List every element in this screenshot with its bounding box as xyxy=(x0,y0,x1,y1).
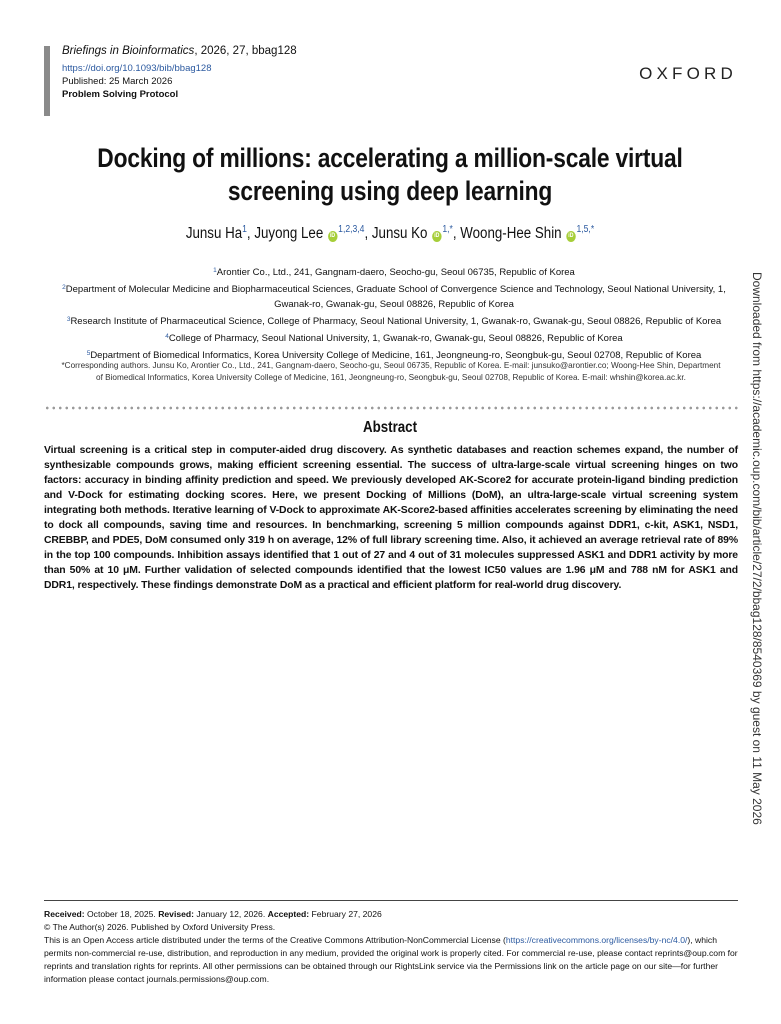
author-affiliation-marks: 1 xyxy=(242,224,247,235)
journal-name: Briefings in Bioinformatics xyxy=(62,45,195,57)
journal-citation xyxy=(62,44,382,59)
copyright: © The Author(s) 2026. Published by Oxford University Press. xyxy=(44,922,276,932)
published-date: Published: 25 March 2026 xyxy=(62,76,173,87)
license-link[interactable]: https://creativecommons.org/licenses/by-nc/4.0/ xyxy=(505,935,688,945)
footer-divider xyxy=(44,900,738,901)
article-category: Problem Solving Protocol xyxy=(62,89,179,100)
article-header xyxy=(62,44,382,102)
doi-link[interactable]: https://doi.org/10.1093/bib/bbag128 xyxy=(62,63,212,74)
affiliation-text: Department of Biomedical Informatics, Korea University College of Medicine, 161, Jeongneung-ro, Seongbuk-gu, Seoul 02708, Republic of Korea xyxy=(90,350,702,361)
orcid-icon[interactable]: iD xyxy=(328,231,337,242)
affiliation-number: 3 xyxy=(66,316,71,323)
affiliation-text: Research Institute of Pharmaceutical Science, College of Pharmacy, Seoul National University, 1, Gwanak-ro, Gwanak-gu, Seoul 08826, Republic of Korea xyxy=(70,316,722,327)
license-suffix: ), which permits non-commercial re-use, distribution, and reproduction in any medium, provided the original work is properly cited. For commercial re-use, please contact reprints@oup.com for reprints and translation rights for reprints. All other permissions can be obtained through our RightsLink service via the Permissions link on the article page on our site—for further information please contact journals.permissions@oup.com. xyxy=(44,935,738,984)
affiliation-number: 5 xyxy=(86,350,91,357)
received-date: October 18, 2025. xyxy=(87,909,156,919)
received-label: Received: xyxy=(44,909,85,919)
orcid-icon[interactable]: iD xyxy=(432,231,441,242)
article-title: Docking of millions: accelerating a million-scale virtual screening using deep learning xyxy=(97,143,683,206)
author-name[interactable]: Junsu Ko xyxy=(371,225,428,242)
author-name[interactable]: Woong-Hee Shin xyxy=(460,225,562,242)
abstract-heading: Abstract xyxy=(362,419,418,436)
author-name[interactable]: Junsu Ha xyxy=(185,225,243,242)
journal-details: , 2026, 27, bbag128 xyxy=(194,45,297,57)
article-dates xyxy=(44,908,738,921)
affiliation-number: 2 xyxy=(62,284,66,291)
affiliation xyxy=(48,263,740,280)
article-footer xyxy=(44,908,738,986)
affiliation xyxy=(48,312,740,329)
affiliation-text: Arontier Co., Ltd., 241, Gangnam-daero, Seocho-gu, Seoul 06735, Republic of Korea xyxy=(216,267,575,278)
accepted-date: February 27, 2026 xyxy=(311,909,382,919)
abstract-text: Virtual screening is a critical step in computer-aided drug discovery. As synthetic databases and reaction schemes expand, the number of synthesizable compounds grows, making efficient screening essential. The success of ultra-large-scale virtual screening hinges on two factors: accuracy in binding affinity prediction and speed. We previously developed AK-Score2 for accurate protein-ligand binding prediction and V-Dock for estimating docking scores. Here, we present Docking of Millions (DoM), an ultra-large-scale virtual screening system integrating both methods. Iterative learning of V-Dock to approximate AK-Score2-based affinities accelerates screening by eliminating the need to dock all compounds, saving time and resources. In benchmarking, screening 5 million compounds against DDR1, c-kit, ASK1, NSD1, CREBBP, and PDE5, DoM consumed only 319 h on average, 12% of full library screening time. Also, it achieved an average retrieval rate of 89% in the top 100 compounds. Inhibition assays identified that 1 out of 27 and 4 out of 31 molecules suppressed ASK1 and DDR1 activity by more than 50% at 10 μM. Further validation of selected compounds identified that the lowest IC50 values are 1.96 μM and 788 nM for ASK1 and DDR1, respectively. These findings demonstrate DoM as a practical and efficient platform for real-world drug discovery. xyxy=(44,445,738,591)
accepted-label: Accepted: xyxy=(267,909,310,919)
revised-date: January 12, 2026. xyxy=(196,909,266,919)
header-accent-bar xyxy=(44,46,50,116)
corresponding-authors: *Corresponding authors. Junsu Ko, Arontier Co., Ltd., 241, Gangnam-daero, Seocho-gu, Seoul 06735, Republic of Korea. E-mail: junsuko@arontier.co; Woong-Hee Shin, Department of Biomedical Informatics, Korea University College of Medicine, 161, Jeongneung-ro, Seongbuk-gu, Seoul 02708, Republic of Korea. E-mail: whshin@korea.ac.kr. xyxy=(61,361,721,382)
affiliation-text: Department of Molecular Medicine and Biopharmaceutical Sciences, Graduate School of Convergence Science and Technology, Seoul National University, 1, Gwanak-ro, Gwanak-gu, Seoul 08826, Republic of Korea xyxy=(65,284,726,310)
license-statement xyxy=(44,934,738,986)
license-prefix: This is an Open Access article distributed under the terms of the Creative Commons Attribution-NonCommercial License ( xyxy=(44,935,506,945)
author-affiliation-marks: 1,2,3,4 xyxy=(338,224,365,235)
author-affiliation-marks: 1,5,* xyxy=(576,224,595,235)
affiliation-number: 1 xyxy=(213,267,217,274)
download-watermark xyxy=(746,272,770,825)
affiliation-text: College of Pharmacy, Seoul National University, 1, Gwanak-ro, Gwanak-gu, Seoul 08826, Republic of Korea xyxy=(168,333,623,344)
affiliation xyxy=(48,329,740,346)
affiliation-list xyxy=(48,263,740,363)
affiliation-number: 4 xyxy=(165,333,169,340)
author-list: Junsu Ha$^1$, Juyong Lee iD$^{1,2,3,4}$, Junsu Ko $iD^{1,*}$, Woong-Hee Shin $iD^{1,5,*}$ xyxy=(185,224,595,242)
dotted-divider xyxy=(44,406,738,410)
affiliation xyxy=(48,280,740,312)
orcid-icon[interactable]: iD xyxy=(566,231,575,242)
download-note: Downloaded from https://academic.oup.com/bib/article/27/2/bbag128/8540369 by guest on 11 May 2026 xyxy=(750,272,764,825)
author-name[interactable]: Juyong Lee xyxy=(254,225,324,242)
revised-label: Revised: xyxy=(158,909,195,919)
author-affiliation-marks: 1,* xyxy=(442,224,453,235)
publisher-logo: OXFORD xyxy=(639,64,737,83)
